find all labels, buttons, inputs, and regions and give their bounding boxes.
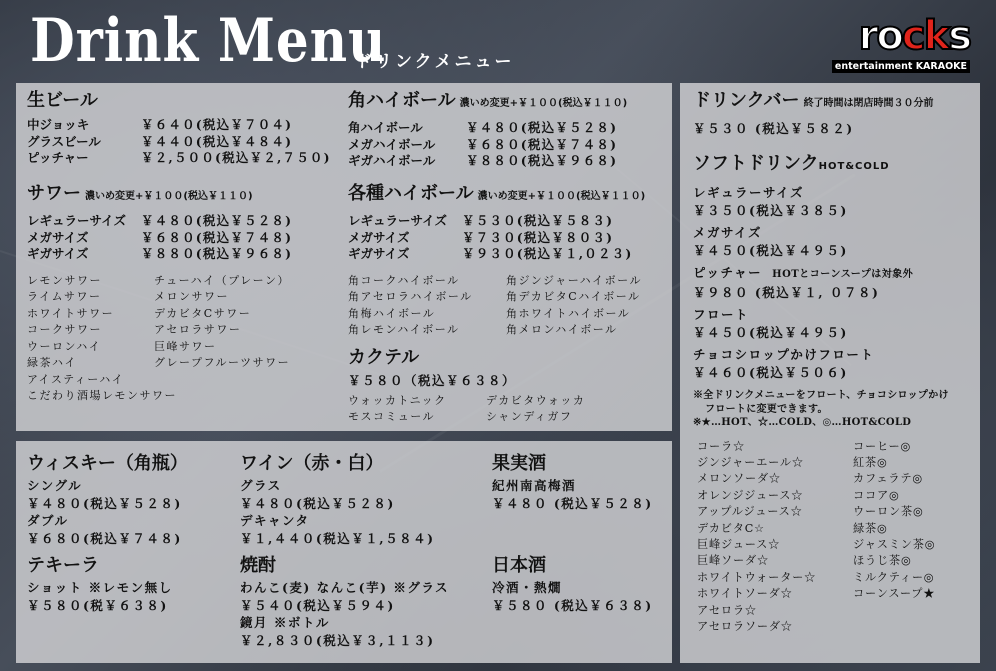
section-heading: ウィスキー（角瓶）: [27, 453, 188, 474]
flavor-item: 角メロンハイボール: [506, 323, 618, 336]
cocktail-price: ￥５８０（税込￥６３８）: [348, 373, 517, 388]
item-name: 角ハイボール: [348, 120, 423, 135]
drink-item: ジンジャーエール☆: [697, 455, 804, 469]
item-price: ￥４８０(税込￥５２８): [466, 120, 618, 135]
item-line: ￥５４０(税込￥５９４): [240, 597, 395, 613]
item-price: ￥４５０(税込￥４９５): [693, 324, 848, 340]
drink-item: 緑茶◎: [853, 521, 888, 535]
flavor-item: コークサワー: [27, 323, 102, 336]
item-line: ￥４８０(税込￥５２８): [240, 495, 395, 511]
drink-bar-section: [693, 89, 934, 138]
highball-flavor-list: [348, 273, 676, 339]
menu-row: [27, 246, 324, 263]
soft-drink-section: [693, 152, 973, 635]
section-heading: カクテル: [348, 347, 420, 368]
drink-item: アセロラソーダ☆: [697, 619, 793, 633]
item-name: チョコシロップかけフロート: [693, 347, 875, 362]
item-price: ￥５３０(税込￥５８３): [462, 213, 614, 228]
flavor-item: [154, 388, 324, 405]
flavor-item: アセロラサワー: [154, 323, 242, 336]
item-name: メガサイズ: [348, 229, 410, 245]
item-price: ￥６４０(税込￥７０４): [141, 117, 293, 132]
soft-note: フロートに変更できます。: [705, 403, 828, 415]
item-line: ￥４８０(税込￥５２８): [27, 495, 182, 511]
drink-item: ミルクティー◎: [853, 570, 935, 584]
section-note: 終了時間は閉店時間３０分前: [803, 98, 934, 109]
drink-item: ココア◎: [853, 488, 900, 502]
item-name: ギガサイズ: [27, 246, 89, 261]
drink-item: [853, 619, 973, 635]
item-name: ピッチャー: [27, 150, 89, 165]
menu-row: [27, 117, 331, 134]
menu-row: [27, 150, 331, 167]
item-name: メガサイズ: [27, 229, 89, 245]
drink-item: メロンソーダ☆: [697, 472, 781, 486]
item-name: メガサイズ: [693, 225, 763, 240]
flavor-item: 緑茶ハイ: [27, 356, 77, 369]
section-heading: 角ハイボール: [348, 90, 456, 111]
section-heading: テキーラ: [27, 555, 99, 576]
item-name: ピッチャー: [693, 265, 763, 280]
section-heading: 焼酎: [240, 555, 276, 576]
flavor-item: ウーロンハイ: [27, 339, 102, 353]
item-price: ￥４４０(税込￥４８４): [141, 133, 293, 149]
item-name: ギガサイズ: [348, 246, 410, 261]
flavor-item: チューハイ（プレーン）: [154, 273, 290, 287]
section-heading: ソフトドリンク: [693, 153, 819, 174]
item-name: レギュラーサイズ: [27, 213, 127, 228]
item-line: ￥２,８３０(税込￥３,１１３): [240, 632, 435, 648]
flavor-item: 角アセロラハイボール: [348, 290, 473, 303]
drink-item: 巨峰ソーダ☆: [697, 554, 769, 568]
drink-item: アップルジュース☆: [697, 505, 803, 519]
drink-item: ウーロン茶◎: [853, 505, 924, 519]
item-price: ￥２,５００(税込￥２,７５０): [141, 150, 331, 165]
item-name: メガハイボール: [348, 136, 436, 152]
cocktail-list: [348, 393, 656, 426]
flavor-item: グレープフルーツサワー: [154, 356, 291, 369]
item-line: ￥１,４４０(税込￥１,５８４): [240, 530, 435, 546]
menu-row: [348, 120, 627, 137]
shochu-section: [240, 554, 449, 649]
section-heading: サワー: [27, 183, 81, 204]
item-price: ￥７３０(税込￥８０３): [462, 229, 614, 245]
drink-bar-price: ￥５３０ (税込￥５８２): [693, 121, 854, 136]
kaku-highball-section: [348, 89, 627, 170]
sour-section: [27, 182, 324, 405]
flavor-item: アイスティーハイ: [27, 372, 125, 386]
menu-row: [27, 230, 324, 247]
whisky-section: [27, 452, 188, 547]
item-line: わんこ(麦) なんこ(芋) ※グラス: [240, 580, 449, 595]
fruit-liquor-section: [492, 452, 653, 512]
item-price: ￥９８０ (税込￥１, ０７８): [693, 284, 880, 300]
flavor-item: デカビタウォッカ: [486, 393, 586, 407]
various-highball-section: [348, 182, 676, 339]
soft-drink-list: [697, 439, 973, 636]
flavor-item: レモンサワー: [27, 273, 102, 287]
section-heading: 各種ハイボール: [348, 183, 474, 204]
drink-item: デカビタC☆: [697, 521, 765, 535]
tequila-section: [27, 554, 173, 614]
flavor-item: ライムサワー: [27, 290, 102, 303]
flavor-item: メロンサワー: [154, 290, 229, 303]
item-line: 鏡月 ※ボトル: [240, 615, 330, 630]
drink-item: ジャスミン茶◎: [853, 537, 936, 551]
section-heading: ドリンクバー: [693, 90, 800, 111]
drink-item: カフェラテ◎: [853, 472, 923, 486]
drink-item: コーラ☆: [697, 439, 745, 453]
drink-item: コーンスープ★: [853, 587, 936, 601]
drink-item: ホワイトソーダ☆: [697, 587, 793, 601]
drink-item: 紅茶◎: [853, 455, 888, 469]
logo-wordmark: rocks: [858, 13, 970, 59]
item-price: ￥４６０(税込￥５０６): [693, 364, 848, 380]
item-price: ￥８８０(税込￥９６８): [141, 246, 293, 261]
drink-item: オレンジジュース☆: [697, 488, 804, 502]
item-price: ￥６８０(税込￥７４８): [141, 229, 293, 245]
item-name: ギガハイボール: [348, 153, 436, 168]
item-name: グラスビール: [27, 133, 101, 149]
menu-row: [348, 213, 676, 230]
flavor-item: 角梅ハイボール: [348, 306, 436, 320]
flavor-item: デカビタCサワー: [154, 306, 252, 320]
menu-row: [348, 246, 676, 263]
item-line: 紀州南高梅酒: [492, 478, 577, 493]
section-note: HOT&COLD: [818, 161, 890, 172]
menu-subtitle: ドリンクメニュー: [355, 52, 515, 72]
flavor-item: 巨峰サワー: [154, 339, 217, 353]
item-line: ショット ※レモン無し: [27, 580, 173, 595]
section-heading: ワイン（赤・白）: [240, 453, 384, 474]
item-line: シングル: [27, 478, 83, 493]
flavor-item: 角コークハイボール: [348, 273, 460, 287]
drink-item: 巨峰ジュース☆: [697, 537, 781, 551]
flavor-item: ウォッカトニック: [348, 393, 447, 407]
section-note: 濃いめ変更+￥１００(税込￥１１０): [85, 191, 253, 202]
item-name: フロート: [693, 307, 750, 322]
flavor-item: ホワイトサワー: [27, 306, 115, 320]
item-line: ダブル: [27, 513, 69, 528]
menu-title: Drink Menu: [30, 6, 387, 76]
soft-note: ※全ドリンクメニューをフロート、チョコシロップかけ: [693, 390, 949, 401]
flavor-item: シャンディガフ: [486, 410, 573, 423]
item-name: レギュラーサイズ: [348, 213, 448, 228]
item-price: ￥６８０(税込￥７４８): [466, 136, 618, 152]
item-price: ￥４５０(税込￥４９５): [693, 242, 848, 258]
item-price: ￥８８０(税込￥９６８): [466, 153, 618, 168]
drink-item: ほうじ茶◎: [853, 554, 912, 568]
soft-note: ※★…HOT、☆…COLD、◎…HOT&COLD: [693, 417, 912, 428]
item-line: ￥４８０ (税込￥５２８): [492, 495, 653, 511]
flavor-item: モスコミュール: [348, 410, 436, 423]
wine-section: [240, 452, 435, 547]
item-line: デキャンタ: [240, 513, 310, 528]
menu-row: [348, 137, 627, 154]
section-heading: 果実酒: [492, 453, 546, 474]
flavor-item: 角ホワイトハイボール: [506, 306, 631, 320]
drink-item: ホワイトウォーター☆: [697, 570, 817, 584]
nama-beer-section: [27, 89, 331, 167]
drink-item: アセロラ☆: [697, 603, 757, 617]
rocks-logo: [822, 13, 970, 73]
item-price: ￥３５０(税込￥３８５): [693, 202, 848, 218]
section-heading: 生ビール: [27, 90, 98, 111]
flavor-item: こだわり酒場レモンサワー: [27, 389, 177, 402]
section-heading: 日本酒: [492, 555, 546, 576]
logo-tagline: entertainment KARAOKE: [832, 60, 970, 73]
item-line: ￥５８０(税￥６３８): [27, 597, 168, 613]
item-name: レギュラーサイズ: [693, 185, 805, 200]
item-line: ￥５８０ (税込￥６３８): [492, 597, 653, 613]
item-name: 中ジョッキ: [27, 117, 90, 132]
drink-item: [853, 603, 973, 619]
drink-item: コーヒー◎: [853, 439, 912, 453]
item-line: グラス: [240, 478, 282, 493]
flavor-item: [154, 372, 324, 389]
item-price: ￥９３０(税込￥１,０２３): [462, 246, 633, 261]
sour-flavor-list: [27, 273, 324, 405]
menu-row: [27, 134, 331, 151]
item-line: 冷酒・熱燗: [492, 580, 563, 595]
sake-section: [492, 554, 653, 614]
item-line: ￥６８０(税込￥７４８): [27, 530, 182, 546]
menu-row: [348, 230, 676, 247]
section-note: 濃いめ変更+￥１００(税込￥１１０): [477, 191, 646, 202]
menu-row: [348, 153, 627, 170]
item-price: ￥４８０(税込￥５２８): [141, 213, 293, 228]
cocktail-section: [348, 346, 656, 426]
menu-row: [27, 213, 324, 230]
section-note: 濃いめ変更+￥１００(税込￥１１０): [459, 98, 628, 109]
item-note: HOTとコーンスープは対象外: [772, 269, 914, 280]
flavor-item: 角レモンハイボール: [348, 323, 460, 336]
flavor-item: 角デカビタCハイボール: [506, 290, 641, 303]
flavor-item: 角ジンジャーハイボール: [506, 273, 642, 287]
